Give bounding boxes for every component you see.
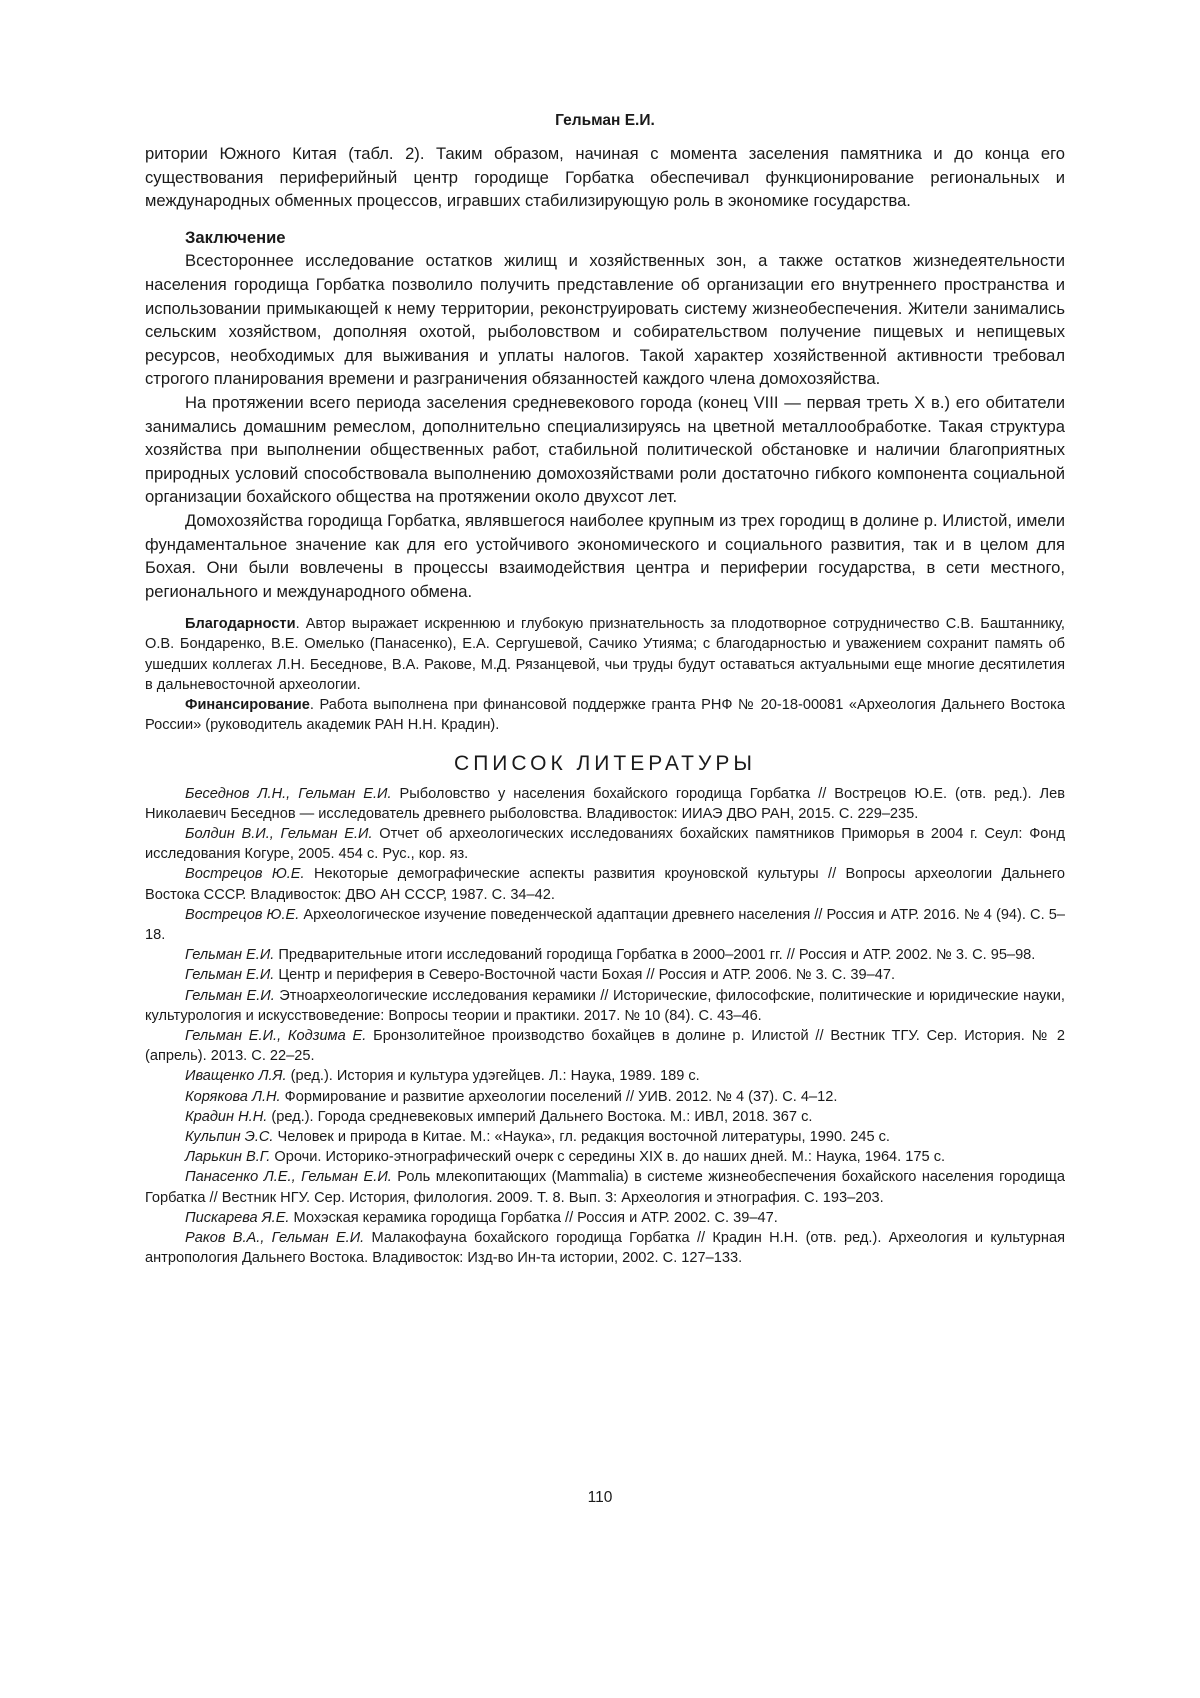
intro-paragraph: ритории Южного Китая (табл. 2). Таким образом, начиная с момента заселения памятника и до конца его существования периферийный центр городище Горбатка обеспечивал функционирование региональных и международных обменных процессов, игравших стабилизирующую роль в экономике государства. xyxy=(145,144,1065,211)
conclusion-paragraph: На протяжении всего периода заселения средневекового города (конец VIII — первая треть X в.) его обитатели занимались домашним ремеслом, дополнительно специализируясь на цветной металлообработке. Такая структура хозяйства при выполнении общественных работ, стабильной политической обстановке и наличии благоприятных природных условий способствовала выполнению домохозяйствами роли достаточно гибкого компонента социальной организации бохайского общества на протяжении около двухсот лет. xyxy=(145,392,1065,507)
reference-text: Орочи. Историко-этнографический очерк с середины XIX в. до наших дней. М.: Наука, 1964. 175 с. xyxy=(270,1149,946,1166)
reference-text: Этноархеологические исследования керамики // Исторические, философские, политические и юридические науки, культурология и искусствоведение: Вопросы теории и практики. 2017. № 10 (84). С. 43–46. xyxy=(145,987,1065,1024)
references-list xyxy=(145,784,1065,1269)
reference-item xyxy=(145,824,1065,864)
reference-text: (ред.). История и культура удэгейцев. Л.: Наука, 1989. 189 с. xyxy=(286,1068,700,1085)
acknowledgements-label: Благодарности xyxy=(185,616,296,633)
reference-item xyxy=(145,1107,1065,1127)
reference-authors: Болдин В.И., Гельман Е.И. xyxy=(185,825,373,842)
reference-text: Некоторые демографические аспекты развития кроуновской культуры // Вопросы археологии Дальнего Востока СССР. Владивосток: ДВО АН СССР, 1987. С. 34–42. xyxy=(145,866,1065,903)
conclusion-paragraph: Домохозяйства городища Горбатка, являвшегося наиболее крупным из трех городищ в долине р. Илистой, имели фундаментальное значение как для его устойчивого экономического и социального развития, так и в целом для Бохая. Они были вовлечены в процессы взаимодействия центра и периферии государства, в сети местного, регионального и международного обмена. xyxy=(145,510,1065,601)
reference-item xyxy=(145,1147,1065,1167)
funding xyxy=(145,695,1065,735)
reference-text: Малакофауна бохайского городища Горбатка // Крадин Н.Н. (отв. ред.). Археология и культурная антропология Дальнего Востока. Владивосток: Изд-во Ин-та истории, 2002. С. 127–133. xyxy=(145,1229,1065,1267)
reference-item xyxy=(145,905,1065,945)
reference-item xyxy=(145,784,1065,824)
reference-authors: Гельман Е.И. xyxy=(185,947,275,964)
reference-authors: Гельман Е.И. xyxy=(185,967,275,984)
reference-text: Человек и природа в Китае. М.: «Наука», гл. редакция восточной литературы, 1990. 245 с. xyxy=(273,1128,890,1145)
references-title: СПИСОК ЛИТЕРАТУРЫ xyxy=(454,751,756,775)
reference-authors: Раков В.А., Гельман Е.И. xyxy=(185,1229,365,1246)
reference-item xyxy=(145,1087,1065,1107)
funding-text: . Работа выполнена при финансовой поддержке гранта РНФ № 20-18-00081 «Археология Дальнего Востока России» (руководитель академик РАН Н.Н. Крадин). xyxy=(145,697,1065,734)
reference-item xyxy=(145,1066,1065,1086)
reference-authors: Вострецов Ю.Е. xyxy=(185,866,305,883)
reference-text: Археологическое изучение поведенческой адаптации древнего населения // Россия и АТР. 2016. № 4 (94). С. 5–18. xyxy=(145,906,1065,943)
reference-authors: Ларькин В.Г. xyxy=(185,1149,271,1166)
reference-authors: Гельман Е.И. xyxy=(185,987,275,1004)
reference-text: Рыболовство у населения бохайского городища Горбатка // Вострецов Ю.Е. (отв. ред.). Лев Николаевич Беседнов — исследователь древнего рыболовства. Владивосток: ИИАЭ ДВО РАН, 2015. С. 229–235. xyxy=(145,785,1066,822)
reference-text: Центр и периферия в Северо-Восточной части Бохая // Россия и АТР. 2006. № 3. С. 39–47. xyxy=(274,967,896,984)
reference-item xyxy=(145,1127,1065,1147)
reference-item xyxy=(145,864,1065,904)
acknowledgements xyxy=(145,614,1065,695)
reference-item xyxy=(145,1208,1065,1228)
reference-text: Роль млекопитающих (Mammalia) в системе жизнеобеспечения бохайского населения городища Горбатка // Вестник НГУ. Сер. История, филология. 2009. Т. 8. Вып. 3: Археология и этнография. С. 193–203. xyxy=(145,1169,1065,1206)
running-head: Гельман Е.И. xyxy=(555,112,655,129)
acknowledgements-text: . Автор выражает искреннюю и глубокую признательность за плодотворное сотрудничество С.В. Баштаннику, О.В. Бондаренко, В.Е. Омелько (Панасенко), Е.А. Сергушевой, Сачико Утияма; с благодарностью и уважением сохранит память об ушедших коллегах Л.Н. Беседнове, В.А. Ракове, М.Д. Рязанцевой, чьи труды будут оставаться актуальными еще многие десятилетия в дальневосточной археологии. xyxy=(145,616,1065,693)
page-number: 110 xyxy=(587,1489,613,1506)
reference-item xyxy=(145,986,1065,1026)
reference-text: Предварительные итоги исследований городища Горбатка в 2000–2001 гг. // Россия и АТР. 2002. № 3. С. 95–98. xyxy=(274,947,1036,964)
page-body xyxy=(145,112,1065,1268)
conclusion-heading: Заключение xyxy=(185,227,286,247)
reference-item xyxy=(145,965,1065,985)
reference-text: (ред.). Города средневековых империй Дальнего Востока. М.: ИВЛ, 2018. 367 с. xyxy=(267,1108,813,1125)
reference-item xyxy=(145,945,1065,965)
conclusion-paragraph: Всестороннее исследование остатков жилищ и хозяйственных зон, а также остатков жизнедеятельности населения городища Горбатка позволило получить представление об организации его внутреннего пространства и использовании примыкающей к нему территории, реконструировать систему жизнеобеспечения. Жители занимались сельским хозяйством, дополняя охотой, рыболовством и собирательством получение пищевых и непищевых ресурсов, необходимых для выживания и уплаты налогов. Такой характер хозяйственной активности требовал строгого планирования времени и разграничения обязанностей каждого члена домохозяйства. xyxy=(145,251,1065,389)
reference-authors: Корякова Л.Н. xyxy=(185,1088,281,1105)
funding-label: Финансирование xyxy=(185,697,310,714)
reference-authors: Гельман Е.И., Кодзима Е. xyxy=(185,1027,367,1044)
reference-authors: Пискарева Я.Е. xyxy=(185,1209,290,1226)
reference-authors: Иващенко Л.Я. xyxy=(185,1068,287,1085)
reference-item xyxy=(145,1228,1065,1268)
reference-authors: Вострецов Ю.Е. xyxy=(185,906,300,923)
reference-text: Формирование и развитие археологии поселений // УИВ. 2012. № 4 (37). С. 4–12. xyxy=(280,1088,838,1105)
reference-authors: Панасенко Л.Е., Гельман Е.И. xyxy=(185,1169,392,1186)
reference-item xyxy=(145,1167,1065,1207)
reference-authors: Крадин Н.Н. xyxy=(185,1108,268,1125)
reference-item xyxy=(145,1026,1065,1066)
reference-text: Отчет об археологических исследованиях бохайских памятников Приморья в 2004 г. Сеул: Фонд исследования Когуре, 2005. 454 с. Рус., кор. яз. xyxy=(145,825,1065,863)
reference-text: Мохэская керамика городища Горбатка // Россия и АТР. 2002. С. 39–47. xyxy=(289,1209,778,1226)
reference-authors: Кульпин Э.С. xyxy=(185,1128,274,1145)
reference-text: Бронзолитейное производство бохайцев в долине р. Илистой // Вестник ТГУ. Сер. История. № 2 (апрель). 2013. С. 22–25. xyxy=(145,1027,1065,1065)
reference-authors: Беседнов Л.Н., Гельман Е.И. xyxy=(185,785,392,802)
